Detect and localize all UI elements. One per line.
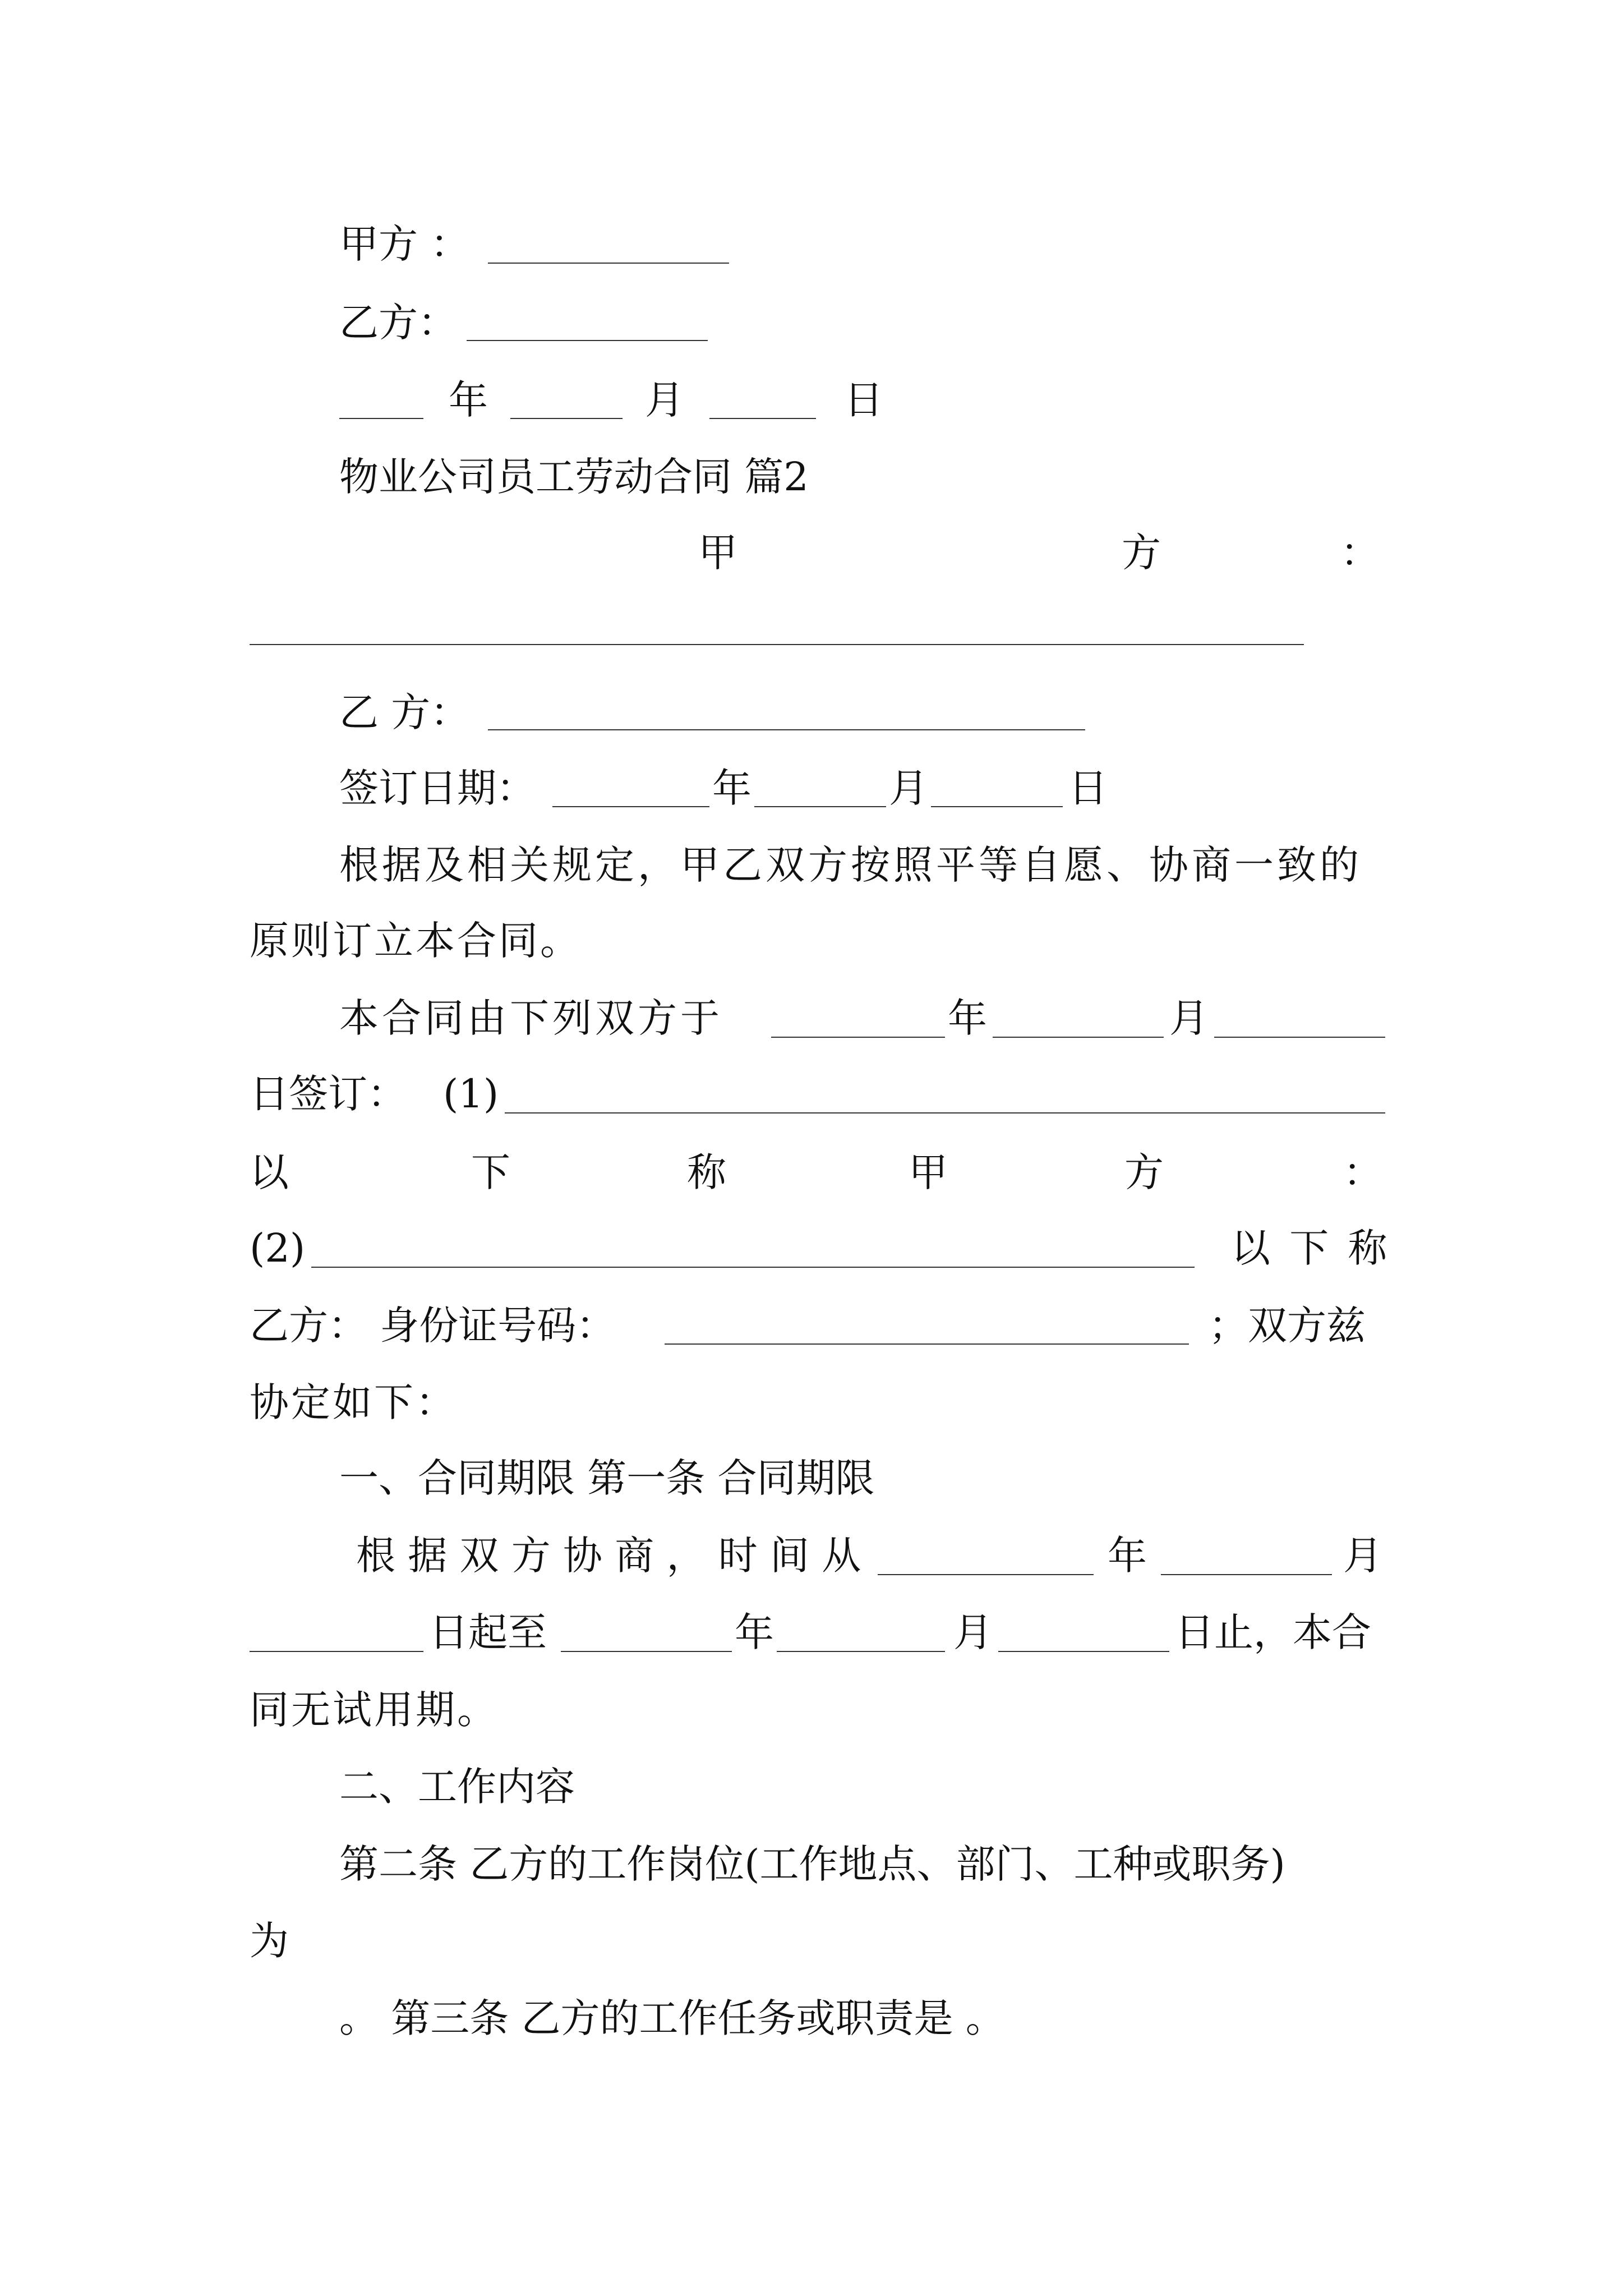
article-2-continued: 为: [250, 1918, 289, 1964]
party-a-char-1: 甲: [698, 530, 737, 576]
id-number-blank: [665, 1343, 1189, 1345]
signed-year-blank: [771, 1037, 945, 1038]
term-start-month-blank: [1161, 1574, 1332, 1575]
hereinafter-char-2: 下: [471, 1149, 510, 1195]
sign-year-label: 年: [712, 765, 751, 811]
party-b-blank-2: [488, 729, 1085, 730]
term-end-month-blank: [777, 1651, 945, 1652]
term-end-day-blank: [998, 1651, 1169, 1652]
paragraph-basis-1: 根据及相关规定，甲乙双方按照平等自愿、协商一致的: [339, 842, 1362, 888]
signed-day-blank: [1214, 1037, 1385, 1038]
date-month-blank: [510, 418, 623, 419]
party-b-blank: [467, 340, 708, 341]
hereinafter-char-3: 称: [687, 1149, 726, 1195]
sign-day-blank: [931, 806, 1063, 807]
term-end-year-blank: [561, 1651, 732, 1652]
term-text: 根 据 双 方 协 商 ， 时 间 从: [356, 1533, 861, 1579]
agreed-as-follows: 协定如下：: [250, 1379, 457, 1425]
party-1-number: (1): [443, 1071, 499, 1117]
party-2-number: (2): [250, 1225, 306, 1271]
party-b-label-2: 乙 方：: [339, 689, 470, 735]
party-b-id-label: 乙方： 身份证号码：: [250, 1303, 616, 1349]
party-a-long-blank: [250, 644, 1304, 645]
hereinafter-colon: ：: [1343, 1149, 1382, 1195]
term-end-month-label: 月: [953, 1609, 993, 1655]
term-start-year-label: 年: [1108, 1533, 1147, 1579]
date-day-label: 日: [844, 377, 883, 423]
party-a-char-2: 方: [1122, 530, 1161, 576]
hereinafter-party-b: 以 下 称: [1231, 1225, 1391, 1271]
paragraph-basis-2: 原则订立本合同。: [250, 918, 582, 964]
date-month-label: 月: [645, 377, 684, 423]
hereinafter-char-5: 方: [1124, 1149, 1164, 1195]
agreement-text: ；双方兹: [1209, 1303, 1366, 1349]
sign-day-label: 日: [1068, 765, 1108, 811]
term-end-year-label: 年: [735, 1609, 774, 1655]
sign-year-blank: [552, 806, 709, 807]
term-start-day-blank: [250, 1651, 423, 1652]
signed-year-label: 年: [948, 995, 987, 1041]
signed-day-text: 日签订：: [250, 1071, 407, 1117]
hereinafter-char-4: 甲: [909, 1149, 948, 1195]
paragraph-signed-by: 本合同由下列双方于: [339, 995, 723, 1041]
date-year-label: 年: [449, 377, 488, 423]
party-1-blank: [505, 1112, 1385, 1114]
sign-month-label: 月: [889, 765, 928, 811]
signed-month-label: 月: [1169, 995, 1209, 1041]
date-year-blank: [339, 418, 423, 419]
party-a-blank: [488, 263, 729, 264]
term-end-text: 日止，本合: [1175, 1609, 1371, 1655]
party-a-label: 甲方 ：: [339, 221, 470, 267]
term-start-day-label: 日起至: [429, 1609, 547, 1655]
article-2-text: 第二条 乙方的工作岗位(工作地点、部门、工种或职务): [339, 1841, 1285, 1887]
signed-month-blank: [993, 1037, 1164, 1038]
party-a-colon: ：: [1340, 530, 1380, 576]
section-title: 物业公司员工劳动合同 篇2: [339, 454, 809, 500]
sign-month-blank: [754, 806, 886, 807]
hereinafter-char-1: 以: [250, 1149, 289, 1195]
term-start-year-blank: [878, 1574, 1094, 1575]
party-2-blank: [311, 1267, 1195, 1268]
heading-work-content: 二、工作内容: [339, 1764, 575, 1810]
term-start-month-label: 月: [1343, 1533, 1382, 1579]
date-day-blank: [709, 418, 816, 419]
heading-contract-term: 一、合同期限 第一条 合同期限: [339, 1455, 875, 1501]
sign-date-label: 签订日期：: [339, 765, 536, 811]
party-b-label: 乙方：: [339, 300, 457, 346]
article-3-text: 。 第三条 乙方的工作任务或职责是 。: [339, 1995, 1005, 2041]
no-probation-text: 同无试用期。: [250, 1687, 499, 1733]
